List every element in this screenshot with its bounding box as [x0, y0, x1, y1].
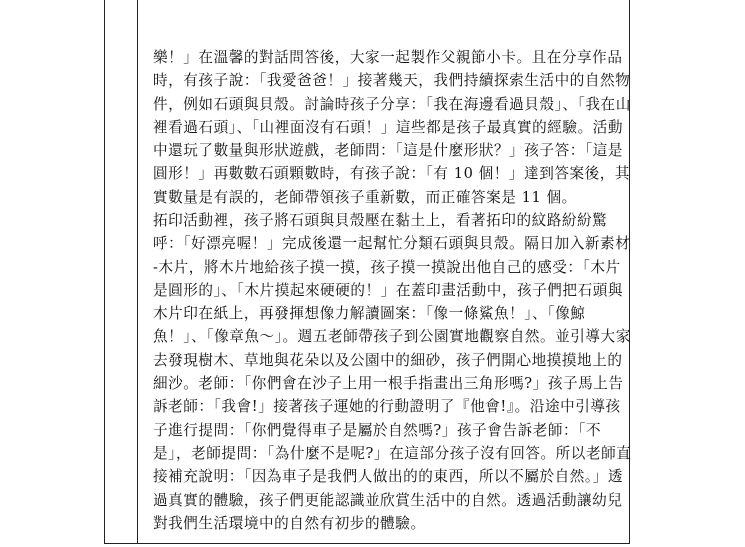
- text-line: 是圓形的」、「木片摸起來硬硬的！」在蓋印畫活動中，孩子們把石頭與: [153, 281, 624, 299]
- text-line: 實數量是有誤的，老師帶領孩子重新數，而正確答案是 11 個。: [153, 188, 577, 206]
- text-line: 訴老師：「我會!」接著孩子運她的行動證明了『他會!』。沿途中引導孩: [153, 398, 621, 416]
- column-divider: [137, 0, 138, 543]
- text-line: 件，例如石頭與貝殼。討論時孩子分享：「我在海邊看過貝殼」、「我在山: [153, 95, 631, 113]
- text-line: 中還玩了數量與形狀遊戲，老師問：「這是什麼形狀？」孩子答：「這是: [153, 142, 624, 160]
- text-line: 魚！」、「像章魚～」。週五老師帶孩子到公園實地觀察自然。並引導大家: [153, 328, 631, 346]
- text-line: 去發現樹木、草地與花朵以及公園中的細砂，孩子們開心地摸摸地上的: [153, 351, 623, 369]
- text-line: 對我們生活環境中的自然有初步的體驗。: [153, 514, 426, 532]
- text-line: -木片，將木片地給孩子摸一摸，孩子摸一摸說出他自己的感受：「木片: [153, 258, 621, 276]
- text-line: 拓印活動裡，孩子將石頭與貝殼壓在黏土上，看著拓印的紋路紛紛驚: [153, 212, 608, 229]
- text-line: 圓形！」再數數石頭顆數時，有孩子說：「有 10 個！」達到答案後，其: [153, 165, 631, 183]
- text-line: 時，有孩子說：「我愛爸爸！」接著幾天，我們持續探索生活中的自然物: [153, 72, 631, 90]
- next-page-text-fragment: [130, 543, 550, 547]
- paragraph-1: [153, 46, 631, 209]
- text-line: 是」，老師提問：「為什麼不是呢?」在這部分孩子沒有回答。所以老師直: [153, 444, 632, 462]
- text-line: 呼：「好漂亮喔！」完成後還一起幫忙分類石頭與貝殼。隔日加入新素材: [153, 235, 631, 253]
- paragraph-2: [153, 209, 632, 535]
- text-line: 接補充說明：「因為車子是我們人做出的的東西，所以不屬於自然。」透: [153, 468, 624, 486]
- text-line: 樂！」在溫馨的對話問答後，大家一起製作父親節小卡。且在分享作品: [153, 49, 623, 66]
- text-line: 木片印在紙上，再發揮想像力解讀圖案：「像一條鯊魚！」、「像鯨: [153, 305, 586, 323]
- text-line: 細沙。老師：「你們會在沙子上用一根手指畫出三角形嗎?」孩子馬上告: [153, 375, 624, 393]
- text-line: 子進行提問：「你們覺得車子是屬於自然嗎?」孩子會告訴老師：「不: [153, 421, 602, 439]
- text-line: 過真實的體驗，孩子們更能認識並欣賞生活中的自然。透過活動讓幼兒: [153, 491, 623, 509]
- text-line: 裡看過石頭」、「山裡面沒有石頭！」這些都是孩子最真實的經驗。活動: [153, 118, 624, 136]
